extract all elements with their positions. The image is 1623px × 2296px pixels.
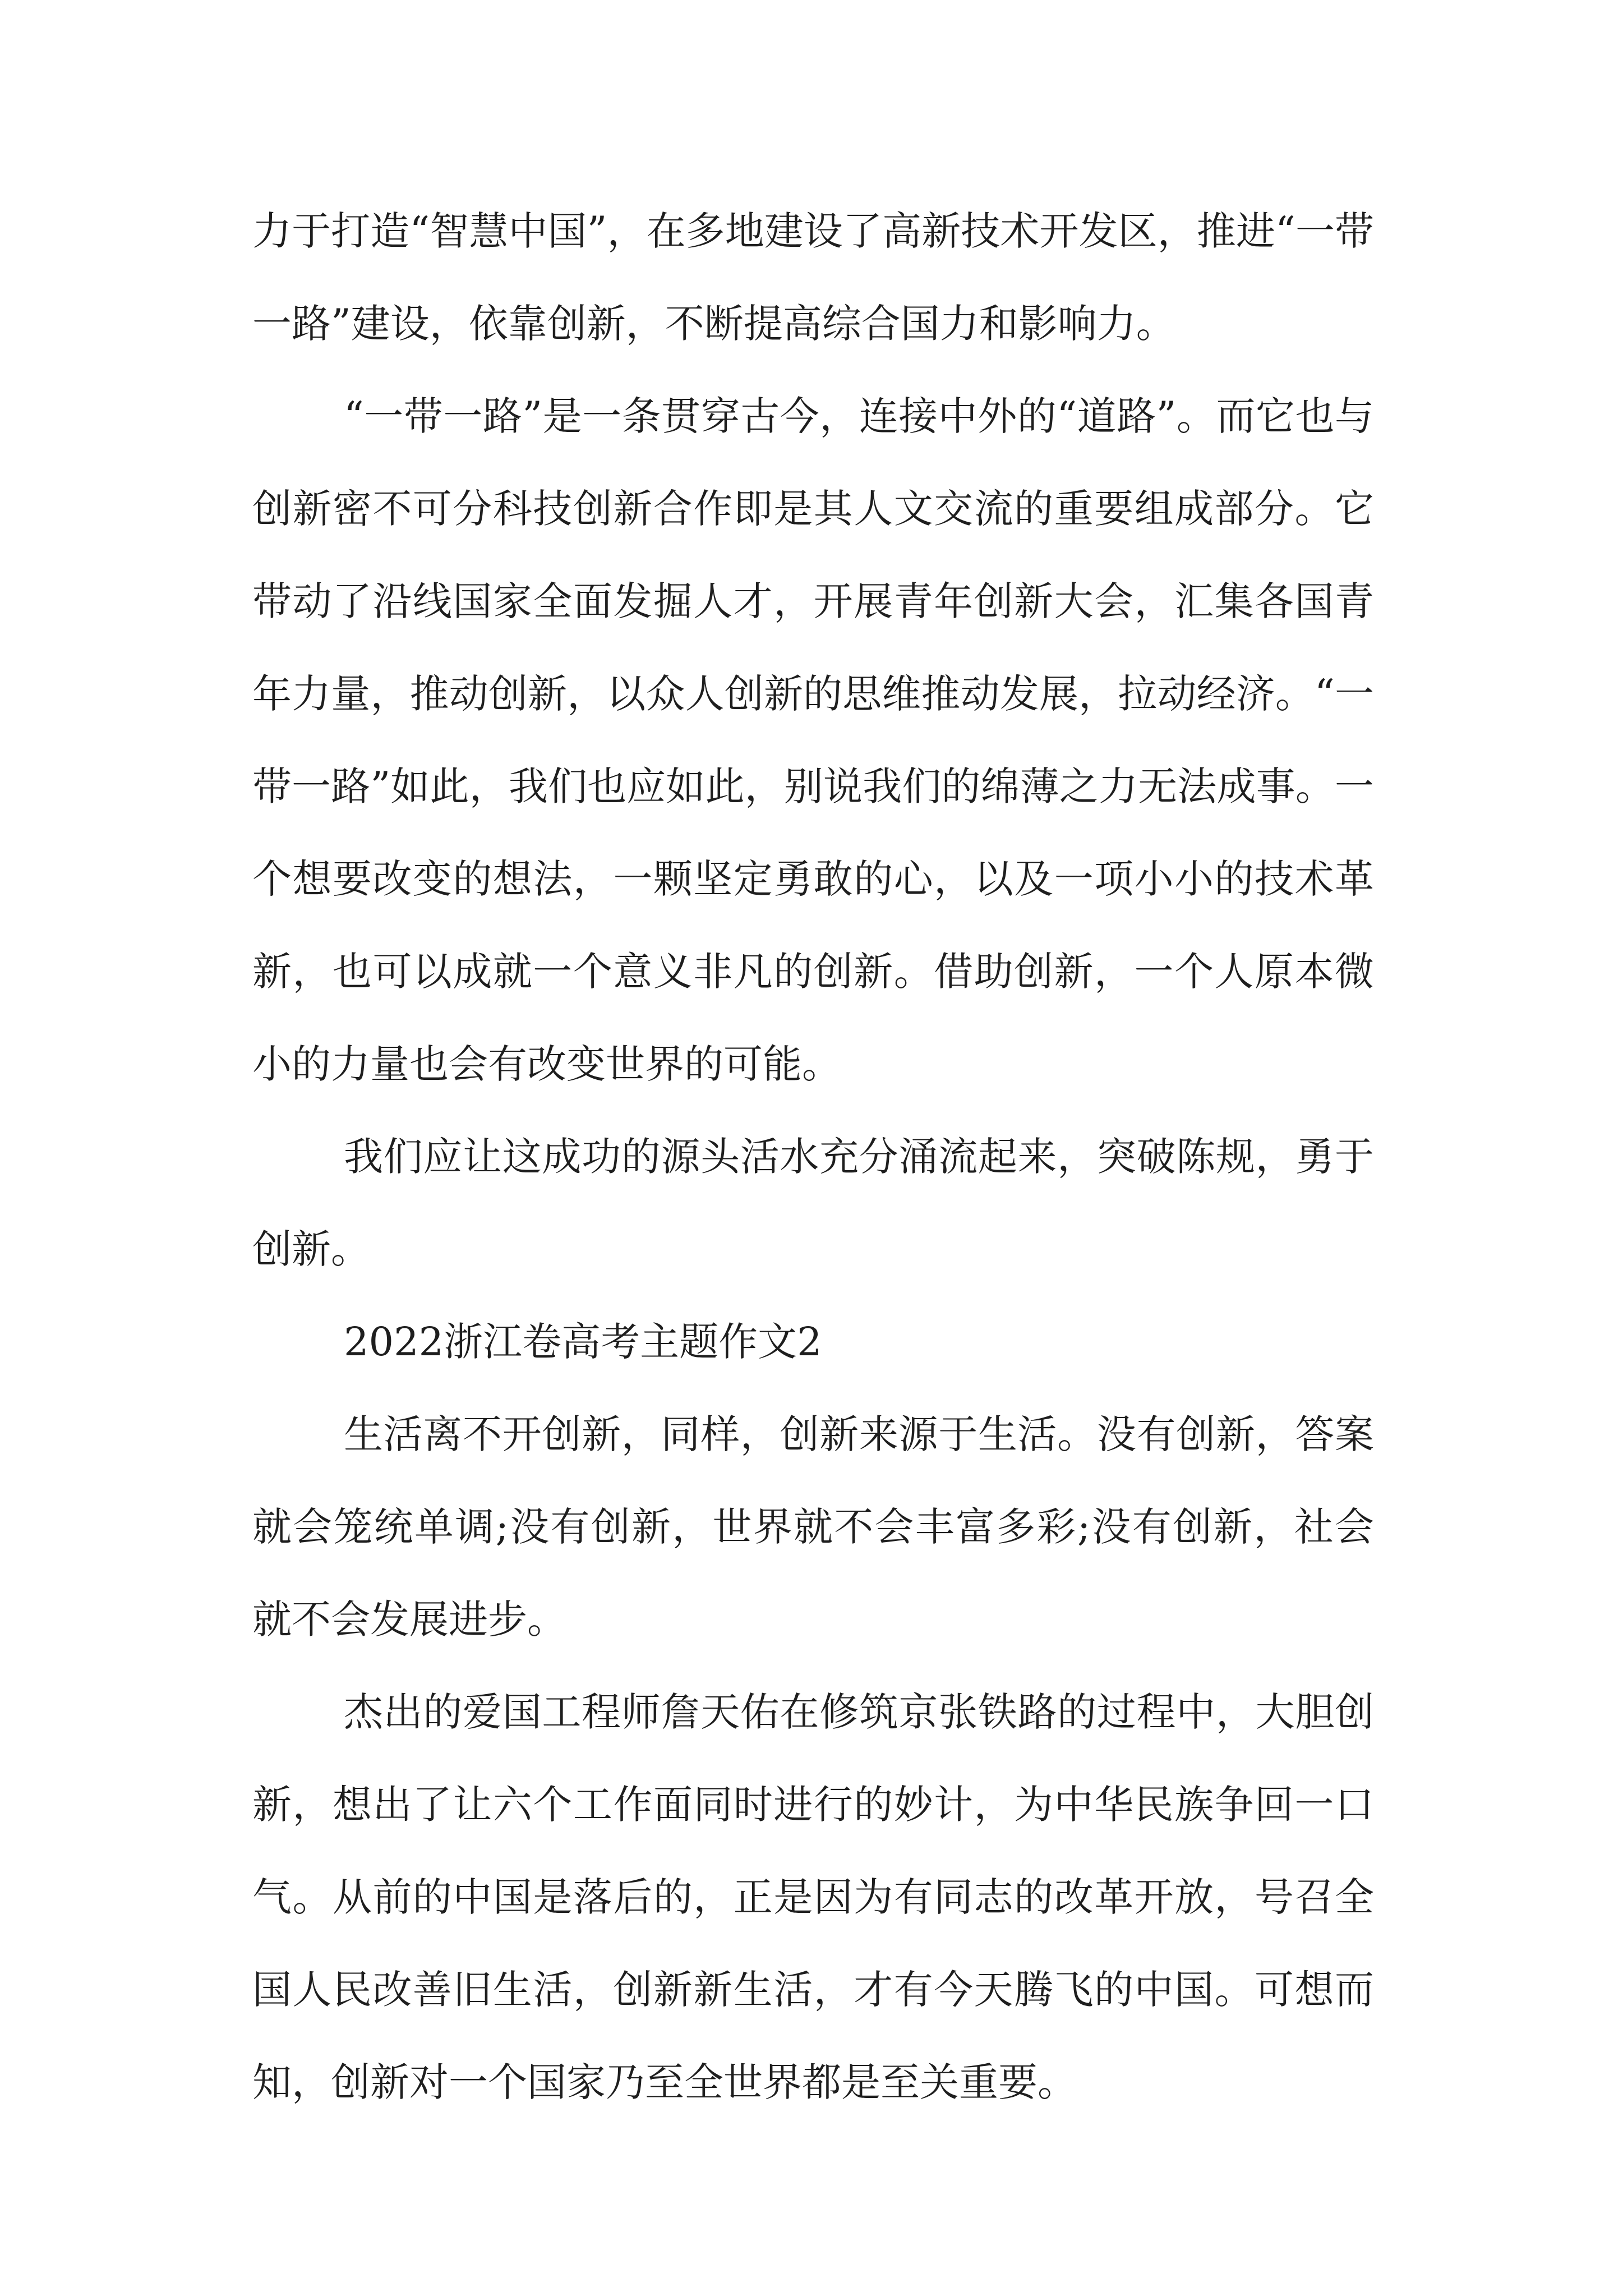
paragraph-belt-and-road: “一带一路”是一条贯穿古今，连接中外的“道路”。而它也与创新密不可分科技创新合作即是其人文交流的重要组成部分。它带动了沿线国家全面发掘人才，开展青年创新大会，汇集各国青年力量，推动创新，以众人创新的思维推动发展，拉动经济。“一带一路”如此，我们也应如此，别说我们的绵薄之力无法成事。一个想要改变的想法，一颗坚定勇敢的心，以及一项小小的技术革新，也可以成就一个意义非凡的创新。借助创新，一个人原本微小的力量也会有改变世界的可能。: [252, 393, 1374, 1087]
document-body: [252, 185, 1374, 2129]
paragraph-conclusion: 我们应让这成功的源头活水充分涌流起来，突破陈规，勇于创新。: [252, 1134, 1374, 1272]
paragraph-continuation: 力于打造“智慧中国”，在多地建设了高新技术开发区，推进“一带一路”建设，依靠创新，不断提高综合国力和影响力。: [252, 208, 1374, 347]
paragraph-zhan-tianyou: 杰出的爱国工程师詹天佑在修筑京张铁路的过程中，大胆创新，想出了让六个工作面同时进行的妙计，为中华民族争回一口气。从前的中国是落后的，正是因为有同志的改革开放，号召全国人民改善旧生活，创新新生活，才有今天腾飞的中国。可想而知，创新对一个国家乃至全世界都是至关重要。: [252, 1689, 1374, 2105]
paragraph-life-and-innovation: 生活离不开创新，同样，创新来源于生活。没有创新，答案就会笼统单调;没有创新，世界就不会丰富多彩;没有创新，社会就不会发展进步。: [252, 1411, 1374, 1642]
essay-heading: 2022浙江卷高考主题作文2: [344, 1319, 822, 1365]
